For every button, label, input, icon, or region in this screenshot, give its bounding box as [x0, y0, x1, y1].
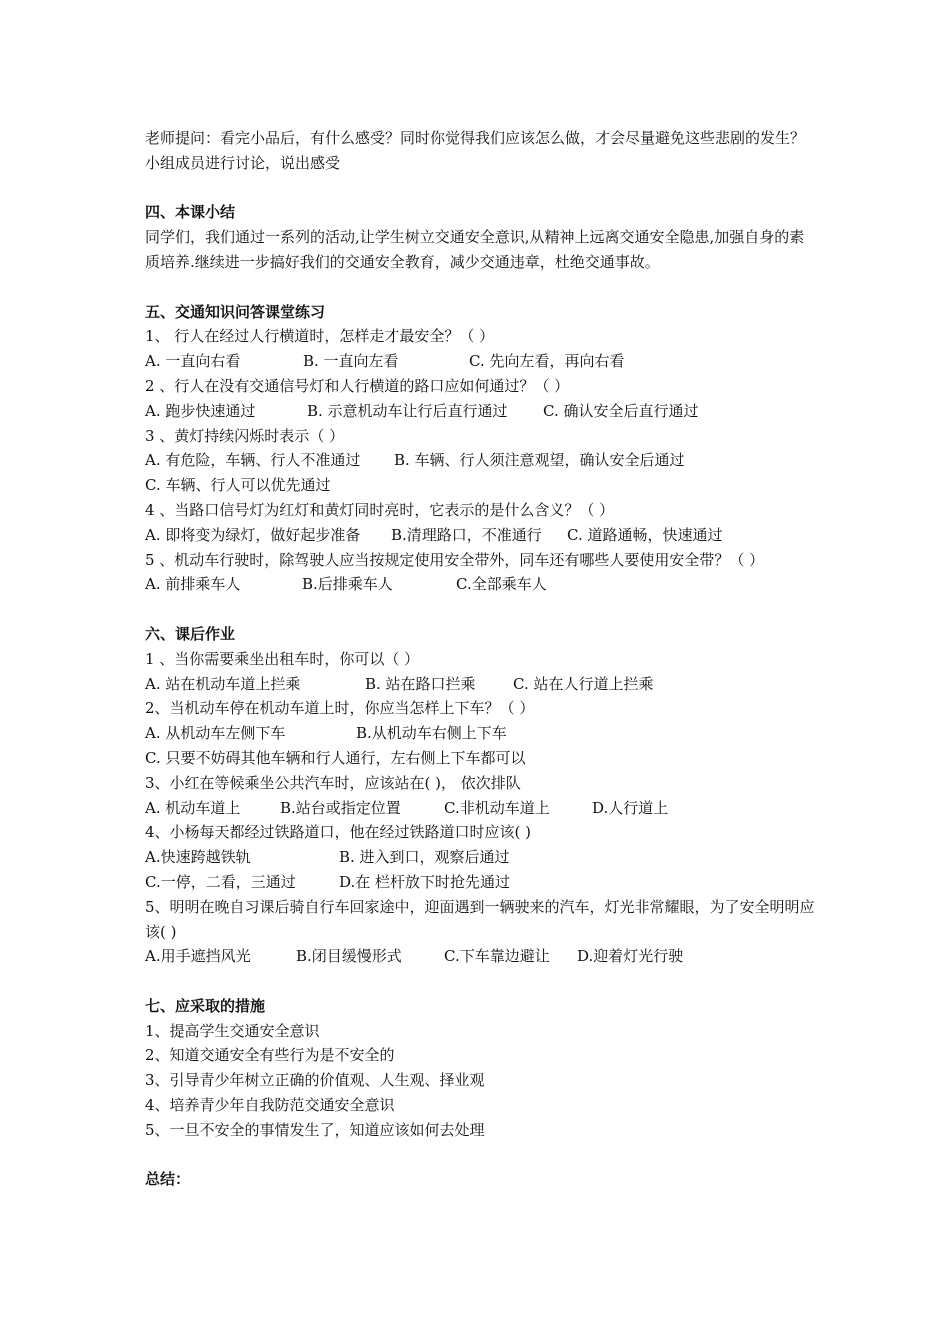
option-a: A.用手遮挡风光 [145, 947, 251, 966]
option-b: B. 示意机动车让行后直行通过 [307, 401, 508, 420]
homework-question-1-options [145, 672, 815, 697]
spacer [145, 969, 815, 994]
spacer [145, 597, 815, 622]
option-a: A. 一直向右看 [145, 352, 241, 371]
option-c: C.全部乘车人 [456, 575, 547, 594]
option-b: B. 站在路口拦乘 [365, 674, 476, 693]
intro-text: 老师提问：看完小品后，有什么感受？同时你觉得我们应该怎么做，才会尽量避免这些悲剧的发生？小组成员进行讨论，说出感受 [145, 129, 806, 172]
homework-question-4-options-ab [145, 845, 815, 870]
option-b: B. 一直向左看 [303, 352, 399, 371]
section-4-heading: 四、本课小结 [145, 203, 236, 222]
homework-question-2: 2、当机动车停在机动车道上时，你应当怎样上下车？（ ） [145, 699, 535, 718]
quiz-question-4: 4 、当路口信号灯为红灯和黄灯同时亮时，它表示的是什么含义？（ ） [145, 500, 615, 519]
option-a: A. 跑步快速通过 [145, 401, 256, 420]
option-a: A. 有危险，车辆、行人不准通过 [145, 451, 361, 470]
quiz-question-2: 2 、行人在没有交通信号灯和人行横道的路口应如何通过？（ ） [145, 376, 570, 395]
section-7-heading: 七、应采取的措施 [145, 996, 266, 1015]
section-4-text: 同学们，我们通过一系列的活动,让学生树立交通安全意识,从精神上远离交通安全隐患,加强自身的素质培养.继续进一步搞好我们的交通安全教育，减少交通违章，杜绝交通事故。 [145, 228, 805, 271]
option-a: A. 机动车道上 [145, 798, 241, 817]
section-5-heading: 五、交通知识问答课堂练习 [145, 302, 326, 321]
measure-item: 1、提高学生交通安全意识 [145, 1021, 320, 1040]
option-b: B. 车辆、行人须注意观望，确认安全后通过 [394, 451, 685, 470]
option-c: C. 道路通畅，快速通过 [567, 525, 723, 544]
homework-question-4-options-cd [145, 870, 815, 895]
measure-item: 2、知道交通安全有些行为是不安全的 [145, 1046, 395, 1065]
option-c: C. 车辆、行人可以优先通过 [145, 476, 331, 495]
homework-question-3-options [145, 796, 815, 821]
spacer [145, 1143, 815, 1168]
homework-question-5: 5、明明在晚自习课后骑自行车回家途中，迎面遇到一辆驶来的汽车，灯光非常耀眼，为了安全明明应该( ) [145, 897, 815, 941]
option-a: A.快速跨越铁轨 [145, 848, 251, 867]
option-b: B.站台或指定位置 [280, 798, 401, 817]
quiz-question-3-options [145, 448, 815, 473]
homework-question-5-options [145, 944, 815, 969]
option-a: A. 即将变为绿灯，做好起步准备 [145, 525, 361, 544]
option-d: D.在 栏杆放下时抢先通过 [339, 872, 511, 891]
homework-question-2-options [145, 721, 815, 746]
option-b: B.后排乘车人 [302, 575, 393, 594]
homework-question-3: 3、小红在等候乘坐公共汽车时，应该站在( )， 依次排队 [145, 773, 521, 792]
option-c: C.非机动车道上 [444, 798, 550, 817]
quiz-question-5-options [145, 572, 815, 597]
option-b: B. 进入到口，观察后通过 [339, 848, 510, 867]
option-c: C. 站在人行道上拦乘 [513, 674, 654, 693]
option-a: A. 站在机动车道上拦乘 [145, 674, 301, 693]
spacer [145, 275, 815, 300]
option-b: B.闭目缓慢形式 [296, 947, 402, 966]
option-c: C.下车靠边避让 [444, 947, 550, 966]
document-body [145, 126, 815, 1192]
quiz-question-2-options [145, 399, 815, 424]
option-c: C. 确认安全后直行通过 [543, 401, 699, 420]
summary-heading: 总结： [145, 1170, 191, 1189]
quiz-question-4-options [145, 523, 815, 548]
quiz-question-5: 5 、机动车行驶时，除驾驶人应当按规定使用安全带外，同车还有哪些人要使用安全带？（ ） [145, 550, 765, 569]
option-d: D.人行道上 [592, 798, 669, 817]
measure-item: 5、一旦不安全的事情发生了，知道应该如何去处理 [145, 1120, 485, 1139]
option-a: A. 从机动车左侧下车 [145, 724, 286, 743]
quiz-question-1: 1、 行人在经过人行横道时，怎样走才最安全？（ ） [145, 327, 495, 346]
option-b: B.清理路口，不准通行 [391, 525, 542, 544]
spacer [145, 176, 815, 201]
homework-question-1: 1 、当你需要乘坐出租车时，你可以（ ） [145, 649, 420, 668]
section-6-heading: 六、课后作业 [145, 624, 236, 643]
option-a: A. 前排乘车人 [145, 575, 241, 594]
quiz-question-1-options [145, 349, 815, 374]
measure-item: 4、培养青少年自我防范交通安全意识 [145, 1096, 395, 1115]
option-b: B.从机动车右侧上下车 [356, 724, 507, 743]
option-c: C. 只要不妨碍其他车辆和行人通行，左右侧上下车都可以 [145, 748, 526, 767]
option-d: D.迎着灯光行驶 [577, 947, 684, 966]
option-c: C. 先向左看，再向右看 [469, 352, 625, 371]
homework-question-4: 4、小杨每天都经过铁路道口，他在经过铁路道口时应该( ) [145, 823, 532, 842]
quiz-question-3: 3 、黄灯持续闪烁时表示（ ） [145, 426, 345, 445]
option-c: C.一停，二看，三通过 [145, 872, 296, 891]
measure-item: 3、引导青少年树立正确的价值观、人生观、择业观 [145, 1071, 485, 1090]
